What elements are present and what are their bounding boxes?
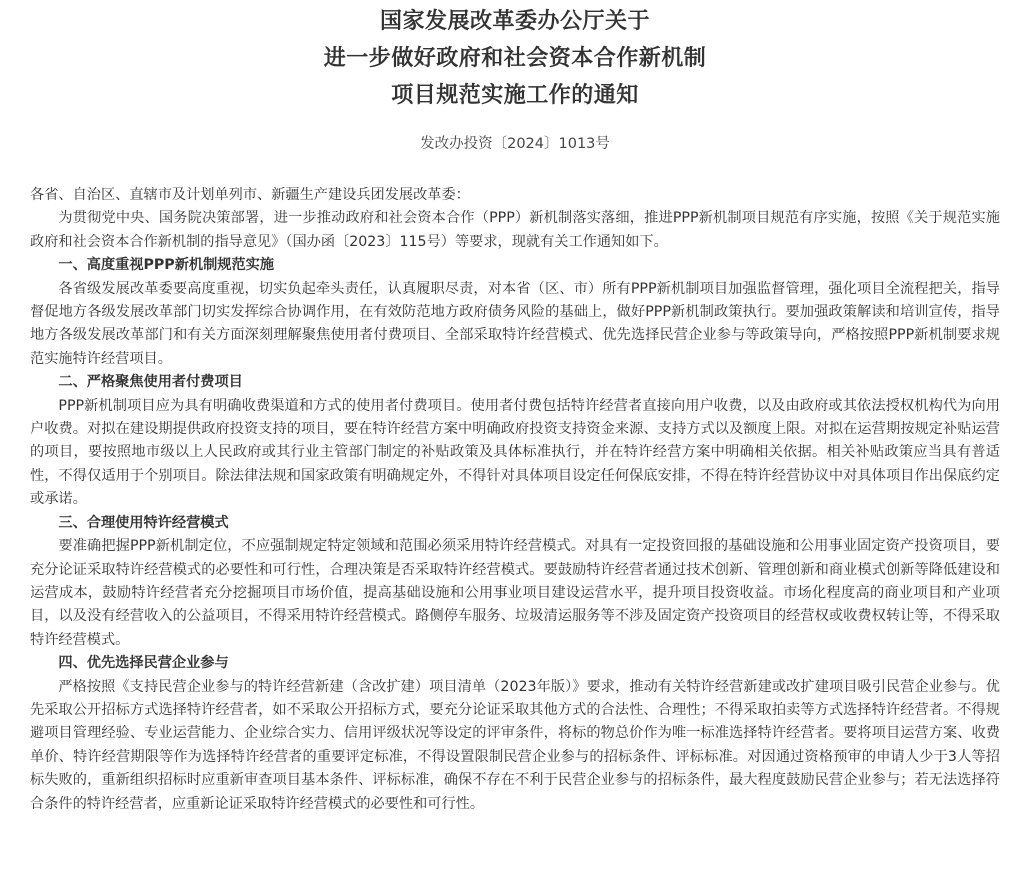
document-number: 发改办投资〔2024〕1013号 — [420, 136, 610, 152]
section-heading-1: 一、高度重视PPP新机制规范实施 — [58, 257, 275, 274]
title-line-3: 项目规范实施工作的通知 — [391, 83, 639, 108]
title-line-1: 国家发展改革委办公厅关于 — [379, 9, 650, 34]
section-body-2: PPP新机制项目应为具有明确收费渠道和方式的使用者付费项目。使用者付费包括特许经营者直接向用户收费，以及由政府或其依法授权机构代为向用户收费。对拟在建设期提供政府投资支持的项目，要在特许经营方案中明确政府投资支持资金来源、支持方式以及额度上限。对拟在运营期按规定补贴运营的项目，要按照地市级以上人民政府或其行业主管部门制定的补贴政策及具体标准执行，并在特许经营方案中明确相关依据。相关补贴政策应当具有普适性，不得仅适用于个别项目。除法律法规和国家政策有明确规定外，不得针对具体项目设定任何保底安排，不得在特许经营协议中对具体项目作出保底约定或承诺。 — [30, 397, 1000, 508]
section-body-3: 要准确把握PPP新机制定位，不应强制规定特定领域和范围必须采用特许经营模式。对具有一定投资回报的基础设施和公用事业固定资产投资项目，要充分论证采取特许经营模式的必要性和可行性，合理决策是否采取特许经营模式。要鼓励特许经营者通过技术创新、管理创新和商业模式创新等降低建设和运营成本，鼓励特许经营者充分挖掘项目市场价值，提高基础设施和公用事业项目建设运营水平，提升项目投资收益。市场化程度高的商业项目和产业项目，以及没有经营收入的公益项目，不得采用特许经营模式。路侧停车服务、垃圾清运服务等不涉及固定资产投资项目的经营权或收费权转让等，不得采取特许经营模式。 — [30, 538, 1000, 648]
title-line-2: 进一步做好政府和社会资本合作新机制 — [323, 46, 707, 71]
intro-paragraph: 为贯彻党中央、国务院决策部署，进一步推动政府和社会资本合作（PPP）新机制落实落细，推进PPP新机制项目规范有序实施，按照《关于规范实施政府和社会资本合作新机制的指导意见》（国办函〔2023〕115号）等要求，现就有关工作通知如下。 — [30, 210, 1000, 250]
section-heading-2: 二、严格聚焦使用者付费项目 — [58, 374, 243, 391]
section-body-4: 严格按照《支持民营企业参与的特许经营新建（含改扩建）项目清单（2023年版）》要求，推动有关特许经营新建或改扩建项目吸引民营企业参与。优先采取公开招标方式选择特许经营者，如不采取公开招标方式，要充分论证采取其他方式的合法性、合理性；不得采取拍卖等方式选择特许经营者。不得规避项目管理经验、专业运营能力、企业综合实力、信用评级状况等设定的评审条件，将标的物总价作为唯一标准选择特许经营者。要将项目运营方案、收费单价、特许经营期限等作为选择特许经营者的重要评定标准，不得设置限制民营企业参与的招标条件、评标标准。对因通过资格预审的申请人少于3人等招标失败的，重新组织招标时应重新审查项目基本条件、评标标准，确保不存在不利于民营企业参与的招标条件，最大程度鼓励民营企业参与；若无法选择符合条件的特许经营者，应重新论证采取特许经营模式的必要性和可行性。 — [30, 678, 1000, 812]
document-body — [30, 184, 1000, 816]
section-body-1: 各省级发展改革委要高度重视，切实负起牵头责任，认真履职尽责，对本省（区、市）所有PPP新机制项目加强监督管理，强化项目全流程把关，指导督促地方各级发展改革部门切实发挥综合协调作用，在有效防范地方政府债务风险的基础上，做好PPP新机制政策执行。要加强政策解读和培训宣传，指导地方各级发展改革部门和有关方面深刻理解聚焦使用者付费项目、全部采取特许经营模式、优先选择民营企业参与等政策导向，严格按照PPP新机制要求规范实施特许经营项目。 — [30, 280, 1000, 367]
addressee: 各省、自治区、直辖市及计划单列市、新疆生产建设兵团发展改革委： — [30, 187, 470, 203]
section-heading-3: 三、合理使用特许经营模式 — [58, 514, 229, 531]
section-heading-4: 四、优先选择民营企业参与 — [58, 655, 229, 672]
document-title — [30, 0, 1000, 114]
